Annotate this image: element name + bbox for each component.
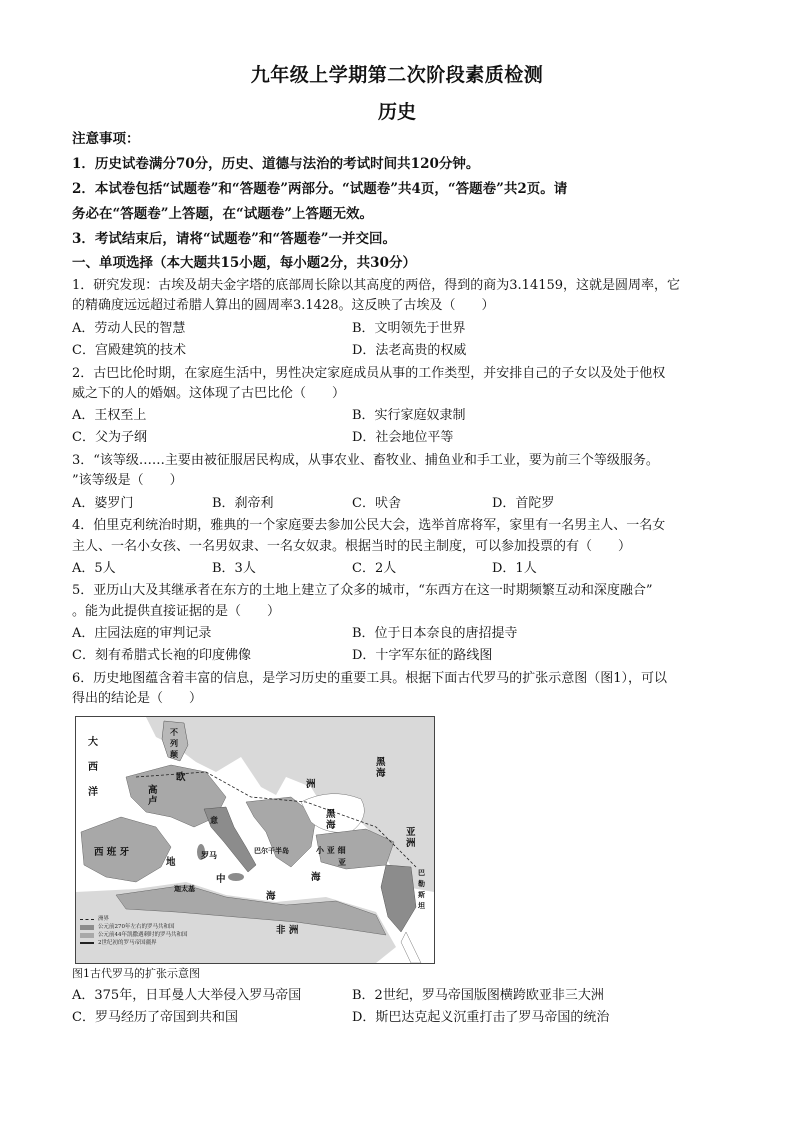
- q3-stem-1: 3．“该等级……主要由被征服居民构成，从事农业、畜牧业、捕鱼业和手工业，要为前三个等级服务。: [72, 453, 659, 468]
- label-black-sea: 黑 海: [326, 809, 336, 831]
- q3-stem-2: ”该等级是（ ）: [72, 473, 183, 488]
- q5-option-a[interactable]: A．庄园法庭的审判记录: [72, 626, 212, 641]
- q3-option-d[interactable]: D．首陀罗: [492, 496, 555, 511]
- map-caption: 图1古代罗马的扩张示意图: [72, 967, 200, 980]
- label-europe-w: 欧: [176, 772, 186, 783]
- q4-stem-1: 4．伯里克利统治时期，雅典的一个家庭要去参加公民大会，选举首席将军，家里有一名男主人、一名女: [72, 518, 666, 533]
- q3-option-c[interactable]: C．吠舍: [352, 496, 401, 511]
- q3-option-b[interactable]: B．刹帝利: [212, 496, 274, 511]
- label-black-sea-north: 黑 海: [376, 757, 386, 779]
- q5-option-b[interactable]: B．位于日本奈良的唐招提寺: [352, 626, 518, 641]
- q5-option-c[interactable]: C．刻有希腊式长袍的印度佛像: [72, 648, 251, 663]
- q4-option-d[interactable]: D．1人: [492, 561, 537, 576]
- q6-stem-1: 6．历史地图蕴含着丰富的信息，是学习历史的重要工具。根据下面古代罗马的扩张示意图（图1），可以: [72, 671, 668, 686]
- notice-item-3: 3．考试结束后，请将“试题卷”和“答题卷”一并交回。: [72, 231, 396, 247]
- q2-option-a[interactable]: A．王权至上: [72, 408, 147, 423]
- notice-heading: 注意事项：: [72, 131, 140, 147]
- q4-stem-2: 主人、一名小女孩、一名男奴隶、一名女奴隶。根据当时的民主制度，可以参加投票的有（ ）: [72, 539, 632, 554]
- label-italy: 意: [210, 815, 218, 825]
- label-gaul: 高卢: [148, 785, 158, 807]
- label-asia-minor: 小 亚 细: [316, 845, 346, 855]
- label-palestine: 巴 勒 斯 坦: [418, 868, 425, 910]
- label-britain: 不 列 颠: [170, 727, 178, 759]
- q1-stem-1: 1．研究发现：古埃及胡夫金字塔的底部周长除以其高度的两倍，得到的商为3.14159，这就是圆周率，它: [72, 278, 681, 293]
- roman-expansion-map: [75, 716, 435, 964]
- label-asia-minor-2: 亚: [338, 857, 346, 867]
- label-europe-n: 洲: [306, 779, 316, 790]
- label-rome: 罗马: [201, 850, 217, 860]
- q4-option-a[interactable]: A．5人: [72, 561, 116, 576]
- legend-row: 2世纪初的罗马帝国疆界: [80, 939, 218, 947]
- q1-option-a[interactable]: A．劳动人民的智慧: [72, 321, 186, 336]
- label-atlantic: 大 西 洋: [88, 737, 98, 798]
- subject-title: 历史: [377, 101, 416, 123]
- map-legend: [80, 915, 218, 959]
- q4-option-c[interactable]: C．2人: [352, 561, 397, 576]
- exam-title: 九年级上学期第二次阶段素质检测: [250, 64, 544, 86]
- q6-option-d[interactable]: D．斯巴达克起义沉重打击了罗马帝国的统治: [352, 1010, 610, 1025]
- label-carthage: 迦太基: [174, 884, 195, 893]
- notice-item-2-cont: 务必在“答题卷”上答题，在“试题卷”上答题无效。: [72, 206, 374, 222]
- q6-option-c[interactable]: C．罗马经历了帝国到共和国: [72, 1010, 238, 1025]
- legend-row: 公元前44年凯撒遇刺时的罗马共和国: [80, 931, 218, 939]
- q5-option-d[interactable]: D．十字军东征的路线图: [352, 648, 493, 663]
- label-africa: 非 洲: [276, 925, 299, 936]
- label-sea-right: 海: [311, 872, 321, 883]
- q6-option-b[interactable]: B．2世纪，罗马帝国版图横跨欧亚非三大洲: [352, 988, 604, 1003]
- q2-option-d[interactable]: D．社会地位平等: [352, 430, 454, 445]
- q1-stem-2: 的精确度远远超过希腊人算出的圆周率3.1428。这反映了古埃及（ ）: [72, 298, 495, 313]
- q2-option-c[interactable]: C．父为子纲: [72, 430, 147, 445]
- q5-stem-1: 5．亚历山大及其继承者在东方的土地上建立了众多的城市，“东西方在这一时期频繁互动和深度融合”: [72, 583, 653, 598]
- q3-option-a[interactable]: A．婆罗门: [72, 496, 134, 511]
- label-mediterranean: 地: [166, 857, 176, 868]
- q1-option-c[interactable]: C．宫殿建筑的技术: [72, 343, 186, 358]
- q5-stem-2: 。能为此提供直接证据的是（ ）: [72, 604, 281, 619]
- q6-option-a[interactable]: A．375年，日耳曼人大举侵入罗马帝国: [72, 988, 302, 1003]
- notice-item-2: 2．本试卷包括“试题卷”和“答题卷”两部分。“试题卷”共4页，“答题卷”共2页。请: [72, 181, 568, 197]
- notice-item-1: 1．历史试卷满分70分，历史、道德与法治的考试时间共120分钟。: [72, 156, 480, 172]
- q2-option-b[interactable]: B．实行家庭奴隶制: [352, 408, 466, 423]
- label-asia: 亚 洲: [406, 827, 416, 849]
- label-spain: 西 班 牙: [94, 847, 130, 858]
- q1-option-b[interactable]: B．文明领先于世界: [352, 321, 466, 336]
- q4-option-b[interactable]: B．3人: [212, 561, 256, 576]
- legend-row: 公元前270年左右的罗马共和国: [80, 923, 218, 931]
- q1-option-d[interactable]: D．法老高贵的权威: [352, 343, 467, 358]
- label-balkan: 巴尔干半岛: [254, 846, 289, 855]
- section-heading: 一、单项选择（本大题共15小题，每小题2分，共30分）: [72, 255, 416, 271]
- q2-stem-2: 威之下的人的婚姻。这体现了古巴比伦（ ）: [72, 386, 346, 401]
- q6-stem-2: 得出的结论是（ ）: [72, 691, 203, 706]
- q2-stem-1: 2．古巴比伦时期，在家庭生活中，男性决定家庭成员从事的工作类型，并安排自己的子女以及处于他权: [72, 366, 666, 381]
- legend-row: 洲界: [80, 915, 218, 923]
